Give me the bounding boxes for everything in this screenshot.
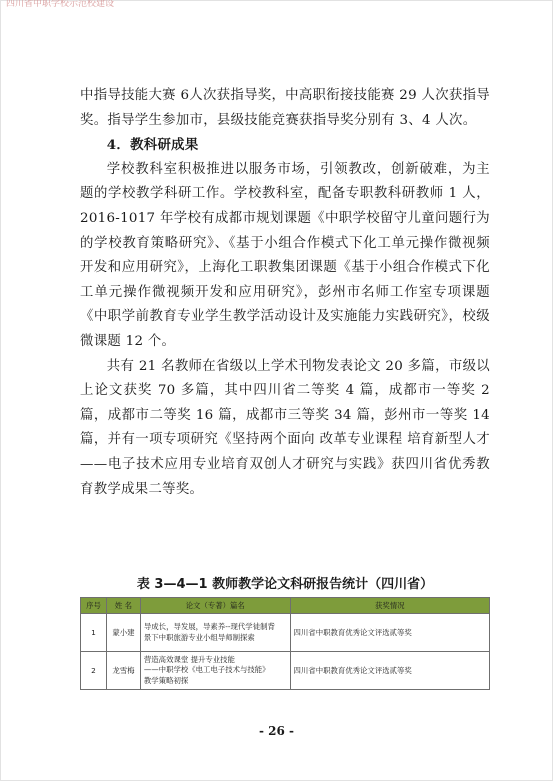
column-header-award: 获奖情况: [290, 598, 489, 614]
cell-paper: [140, 614, 290, 652]
page-number: - 26 -: [258, 724, 294, 738]
cell-name: 龙雪梅: [106, 652, 140, 690]
paragraph-publications: 共有 21 名教师在省级以上学术刊物发表论文 20 多篇，市级以上论文获奖 70 多篇，其中四川省二等奖 4 篇，成都市一等奖 2 篇，成都市二等奖 16 篇，成都市三等奖 34 篇，彭州市一等奖 14 篇，并有一项专项研究《坚持两个面向 改革专业课程 培育新型人才——电子技术应用专业培育双创人才研究与实践》获四川省优秀教育教学成果二等奖。: [80, 358, 490, 497]
table-title: 表 3—4—1 教师教学论文科研报告统计（四川省）: [136, 577, 434, 592]
cell-award: 四川省中职教育优秀论文评选贰等奖: [290, 652, 489, 690]
paragraph-guidance-awards: 中指导技能大赛 6人次获指导奖，中高职衔接技能赛 29 人次获指导奖。指导学生参加市，县级技能竞赛获指导奖分别有 3、4 人次。: [80, 88, 490, 128]
paper-title-line: 营造高效课堂 提升专业技能: [143, 654, 235, 664]
paper-title-line: 导成长，导发展，导素养--现代学徒制背: [143, 622, 275, 631]
cell-name: 蒙小建: [106, 614, 140, 652]
column-header-no: 序号: [81, 598, 107, 614]
cell-award: 四川省中职教育优秀论文评选贰等奖: [290, 614, 489, 652]
body-text: [80, 84, 490, 502]
cell-no: 1: [81, 614, 107, 652]
section-heading-research: 4．教科研成果: [106, 137, 199, 154]
cell-paper: [140, 652, 290, 690]
paper-title-line: 景下中职旅游专业小组导师制探索: [143, 632, 255, 642]
award-table: [80, 597, 490, 690]
table-row: [81, 614, 490, 652]
table-header-row: [81, 598, 490, 614]
column-header-paper: 论文（专著）篇名: [140, 598, 290, 614]
column-header-name: 姓 名: [106, 598, 140, 614]
paper-title-line: 教学策略初探: [143, 675, 189, 685]
cell-no: 2: [81, 652, 107, 690]
paragraph-research-office: 学校教科室积极推进以服务市场，引领教改，创新破难，为主题的学校教学科研工作。学校教科室，配备专职教科研教师 1 人，2016-1017 年学校有成都市规划课题《中职学校留守儿童问题行为的学校教育策略研究》、《基于小组合作模式下化工单元操作微视频开发和应用研究》，上海化工职教集团课题《基于小组合作模式下化工单元操作微视频开发和应用研究》，彭州市名师工作室专项课题《中职学前教育专业学生教学活动设计及实施能力实践研究》，校级微课题 12 个。: [80, 161, 490, 349]
header-mark: 四川省中职学校示范校建设: [6, 0, 115, 8]
paper-title-line: ——中职学校《电工电子技术与技能》: [143, 665, 270, 675]
table-row: [81, 652, 490, 690]
